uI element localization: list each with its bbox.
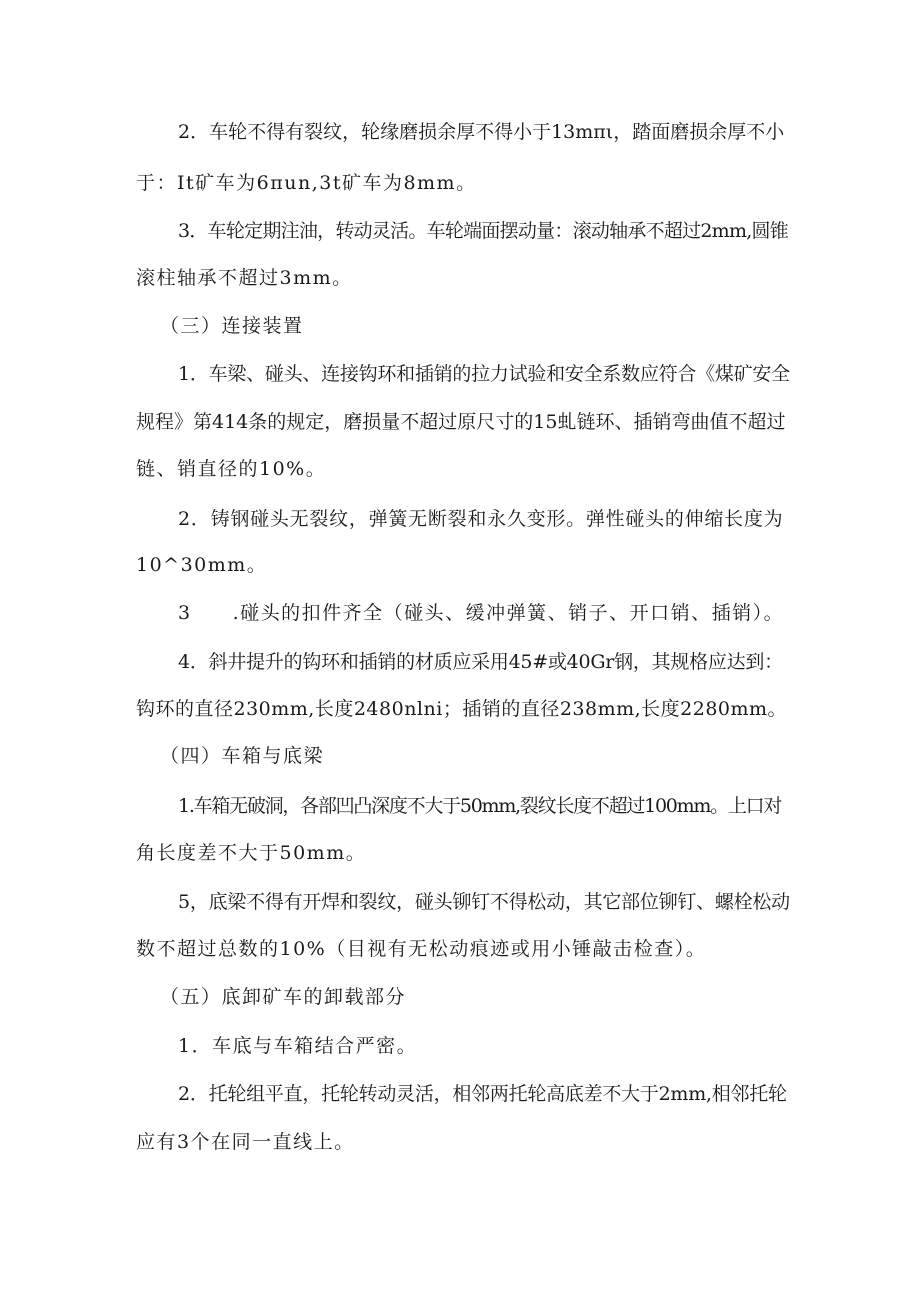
paragraph-line: 钩环的直径230mm,长度2480nlni；插销的直径238mm,长度2280mm。 (136, 698, 788, 720)
paragraph-line: 2．铸钢碰头无裂纹，弹簧无断裂和永久变形。弹性碰头的伸缩长度为 (178, 508, 784, 530)
paragraph-line: 3．车轮定期注油，转动灵活。车轮端面摆动量：滚动轴承不超过2mm,圆锥 (178, 220, 789, 242)
paragraph-line: 3 .碰头的扣件齐全（碰头、缓冲弹簧、销子、开口销、插销）。 (178, 602, 785, 624)
paragraph-line: 2．车轮不得有裂纹，轮缘磨损余厚不得小于13mπι，踏面磨损余厚不小 (178, 121, 785, 143)
section-heading: （五）底卸矿车的卸载部分 (160, 986, 407, 1008)
paragraph-line: 5，底梁不得有开焊和裂纹，碰头铆钉不得松动，其它部位铆钉、螺栓松动 (178, 891, 790, 913)
paragraph-line: 于：It矿车为6πun,3t矿车为8mm。 (136, 172, 477, 194)
paragraph-line: 数不超过总数的10%（目视有无松动痕迹或用小锤敲击检查）。 (136, 938, 707, 960)
paragraph-line: 10^30mm。 (136, 554, 268, 576)
section-heading: （四）车箱与底梁 (160, 745, 325, 767)
paragraph-line: 1.车箱无破洞，各部凹凸深度不大于50mm,裂纹长度不超过100mm。上口对 (178, 795, 782, 817)
paragraph-line: 4．斜井提升的钩环和插销的材质应采用45#或40Gr钢，其规格应达到： (178, 651, 783, 673)
paragraph-line: 规程》第414条的规定，磨损量不超过原尺寸的15虬链环、插销弯曲值不超过 (136, 411, 786, 433)
paragraph-line: 应有3个在同一直线上。 (136, 1131, 355, 1153)
paragraph-line: 2．托轮组平直，托轮转动灵活，相邻两托轮高底差不大于2mm,相邻托轮 (178, 1083, 787, 1105)
paragraph-line: 滚柱轴承不超过3mm。 (136, 267, 353, 289)
paragraph-line: 1．车底与车箱结合严密。 (178, 1035, 418, 1057)
section-heading: （三）连接装置 (160, 315, 304, 337)
paragraph-line: 1．车梁、碰头、连接钩环和插销的拉力试验和安全系数应符合《煤矿安全 (178, 363, 790, 385)
paragraph-line: 角长度差不大于50mm。 (136, 842, 367, 864)
paragraph-line: 链、销直径的10%。 (136, 458, 327, 480)
